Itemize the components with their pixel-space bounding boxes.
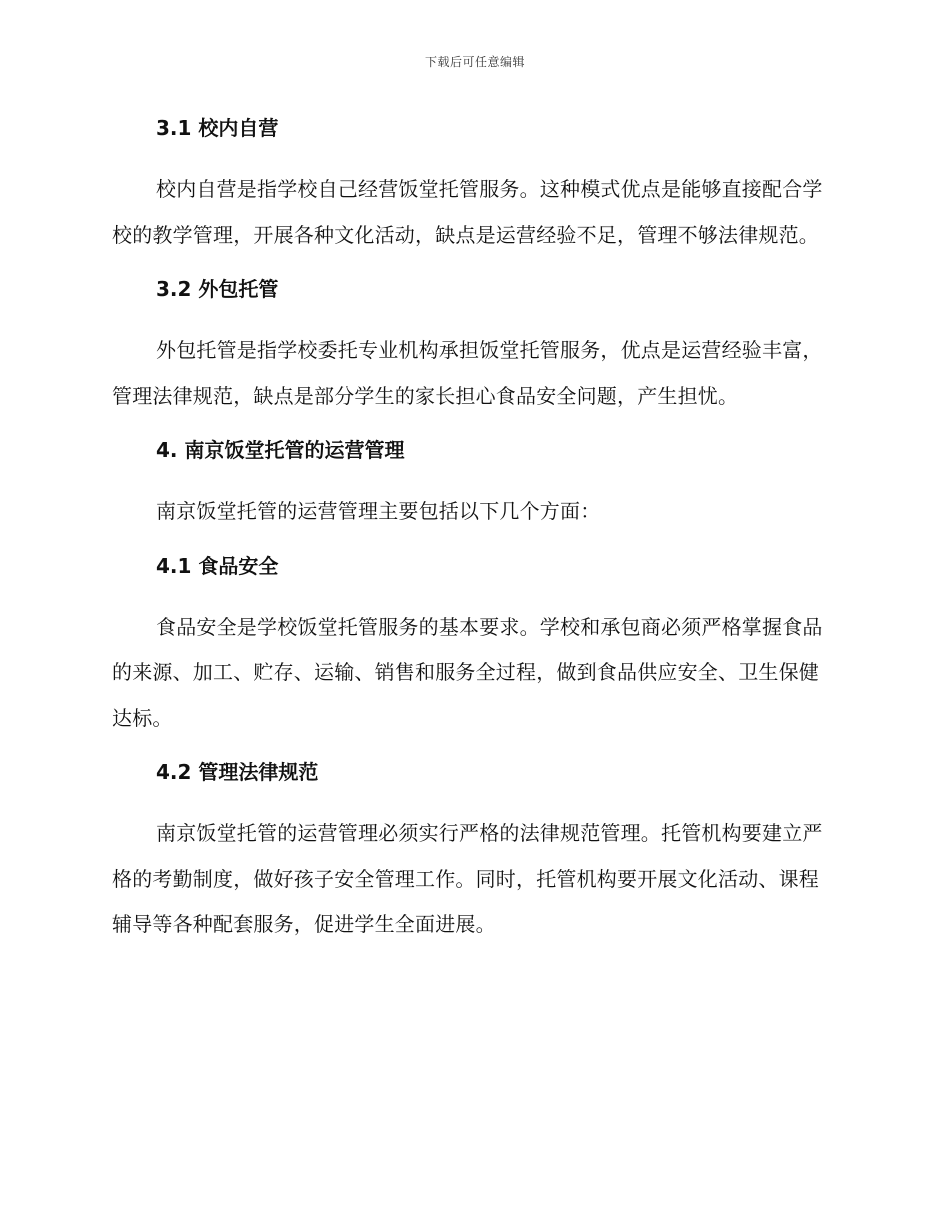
section-heading-3-1: 3.1 校内自营 [156, 116, 279, 140]
section-paragraph-3-1: 校内自营是指学校自己经营饭堂托管服务。这种模式优点是能够直接配合学校的教学管理，开展各种文化活动，缺点是运营经验不足，管理不够法律规范。 [112, 177, 823, 247]
section-heading-3-2: 3.2 外包托管 [156, 277, 279, 301]
section-paragraph-4-1: 食品安全是学校饭堂托管服务的基本要求。学校和承包商必须严格掌握食品的来源、加工、贮存、运输、销售和服务全过程，做到食品供应安全、卫生保健达标。 [112, 614, 823, 730]
section-heading-4-1: 4.1 食品安全 [156, 553, 279, 578]
section-paragraph-3-2: 外包托管是指学校委托专业机构承担饭堂托管服务，优点是运营经验丰富，管理法律规范，缺点是部分学生的家长担心食品安全问题，产生担忧。 [112, 338, 823, 408]
section-heading-4-2: 4.2 管理法律规范 [156, 760, 319, 784]
document-body [112, 109, 834, 948]
section-paragraph-4-2: 南京饭堂托管的运营管理必须实行严格的法律规范管理。托管机构要建立严格的考勤制度，做好孩子安全管理工作。同时，托管机构要开展文化活动、课程辅导等各种配套服务，促进学生全面进展。 [112, 821, 823, 936]
page-header-note: 下载后可任意编辑 [424, 55, 525, 69]
section-paragraph-4: 南京饭堂托管的运营管理主要包括以下几个方面： [156, 499, 601, 523]
section-heading-4: 4. 南京饭堂托管的运营管理 [156, 438, 405, 462]
